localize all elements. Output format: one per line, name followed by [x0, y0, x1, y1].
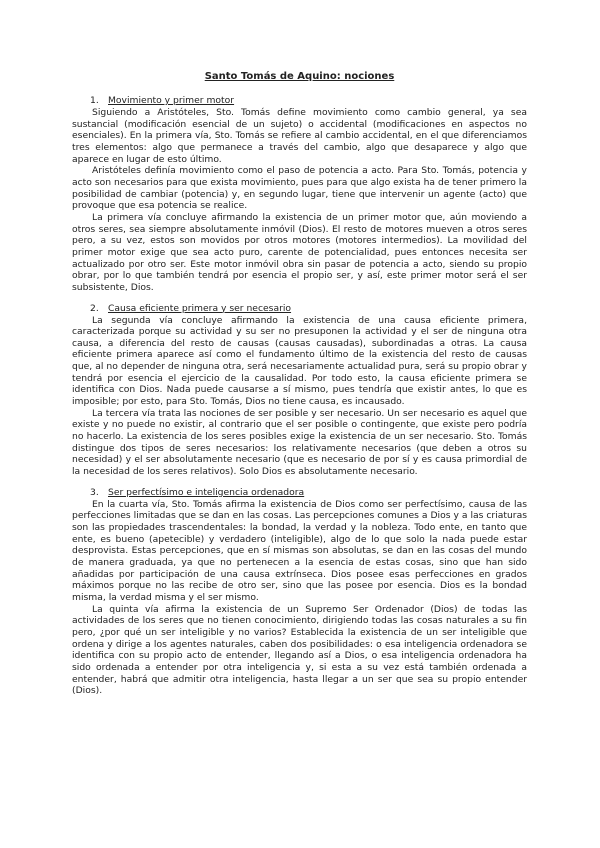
section-1: [72, 95, 527, 294]
paragraph: La segunda vía concluye afirmando la existencia de una causa eficiente primera, caracterizada porque su actividad y su ser no presuponen la actividad y el ser de ninguna otra causa, a diferencia del resto de causas (causas causadas), subordinadas a otras. La causa eficiente primera aparece así como el fundamento último de la existencia del resto de causas que, al no depender de ninguna otra, será necesariamente actualidad pura, será su propio obrar y tendrá por esencia el ejercicio de la causalidad. Por todo esto, la causa eficiente primera se identifica con Dios. Nada puede causarse a sí mismo, pues tendría que existir antes, lo que es imposible; por esto, para Sto. Tomás, Dios no tiene causa, es incausado.: [72, 314, 527, 408]
section-title: Causa eficiente primera y ser necesario: [108, 302, 292, 314]
paragraph: La tercera vía trata las nociones de ser posible y ser necesario. Un ser necesario es aquel que existe y no puede no existir, al contrario que el ser posible o contingente, que existe pero podría no hacerlo. La existencia de los seres posibles exige la existencia de un ser necesario. Sto. Tomás distingue dos tipos de seres necesarios: los relativamente necesarios (que deben a otros su necesidad) y el ser absolutamente necesario (que es necesario de por sí y es causa primordial de la necesidad de los seres relativos). Solo Dios es absolutamente necesario.: [72, 407, 527, 478]
paragraph: En la cuarta vía, Sto. Tomás afirma la existencia de Dios como ser perfectísimo, causa de las perfecciones limitadas que se dan en las cosas. Las percepciones comunes a Dios y a las criaturas son las propiedades trascendentales: la bondad, la verdad y la nobleza. Todo ente, en tanto que ente, es bueno (apetecible) y verdadero (inteligible), algo de lo que solo la nada puede estar desprovista. Estas percepciones, que en sí mismas son absolutas, se dan en las cosas del mundo de manera graduada, ya que no pertenecen a la esencia de estas cosas, sino que han sido añadidas por participación de una causa extrínseca. Dios posee esas perfecciones en grados máximos porque no las recibe de otro ser, sino que las posee por esencia. Dios es la bondad misma, la verdad misma y el ser mismo.: [72, 498, 527, 603]
section-title: Movimiento y primer motor: [108, 95, 235, 106]
section-heading: [72, 487, 527, 499]
paragraph: Aristóteles definía movimiento como el paso de potencia a acto. Para Sto. Tomás, potencia y acto son necesarios para que exista movimiento, pues para que algo exista ha de tener primero la posibilidad de cambiar (potencia) y, en segundo lugar, tiene que intervenir un agente (acto) que provoque que esa potencia se realice.: [72, 165, 527, 212]
section-number: 2.: [90, 302, 99, 314]
section-number: 1.: [90, 95, 99, 106]
paragraph: Siguiendo a Aristóteles, Sto. Tomás define movimiento como cambio general, ya sea sustancial (modificación esencial de un sujeto) o accidental (modificaciones en aspectos no esenciales). En la primera vía, Sto. Tomás se refiere al cambio accidental, en el que diferenciamos tres elementos: algo que permanece a través del cambio, algo que desaparece y algo que aparece en lugar de esto último.: [72, 107, 527, 165]
section-title: Ser perfectísimo e inteligencia ordenadora: [108, 486, 305, 498]
section-number: 3.: [90, 486, 99, 498]
section-gap: [72, 294, 527, 303]
section-heading: [72, 303, 527, 315]
section-3: [72, 487, 527, 697]
section-heading: [72, 95, 527, 107]
section-2: [72, 303, 527, 478]
paragraph: La quinta vía afirma la existencia de un Supremo Ser Ordenador (Dios) de todas las actividades de los seres que no tienen conocimiento, dirigiendo todas las cosas naturales a su fin pero, ¿por qué un ser inteligible y no varios? Establecida la existencia de un ser inteligible que ordena y dirige a los agentes naturales, caben dos posibilidades: o esa inteligencia ordenadora se identifica con su propio acto de entender, llegando así a Dios, o esa inteligencia ordenadora ha sido ordenada a entender por otra inteligencia y, si esta a su vez está también ordenada a entender, habrá que admitir otra inteligencia, hasta llegar a un ser que sea su propio entender (Dios).: [72, 603, 527, 697]
document-body: [72, 70, 527, 697]
paragraph: La primera vía concluye afirmando la existencia de un primer motor que, aún moviendo a otros seres, sea siempre absolutamente inmóvil (Dios). El resto de motores mueven a otros seres pero, a su vez, estos son movidos por otros motores (motores intermedios). La movilidad del primer motor exige que sea acto puro, carente de potencialidad, pues entonces necesita ser actualizado por otro ser. Este motor inmóvil obra sin pasar de potencia a acto, siendo su propio obrar, por lo que también tendrá por esencia el propio ser, y así, este primer motor será el ser subsistente, Dios.: [72, 211, 527, 293]
page-title: Santo Tomás de Aquino: nociones: [204, 71, 395, 82]
section-gap: [72, 478, 527, 487]
